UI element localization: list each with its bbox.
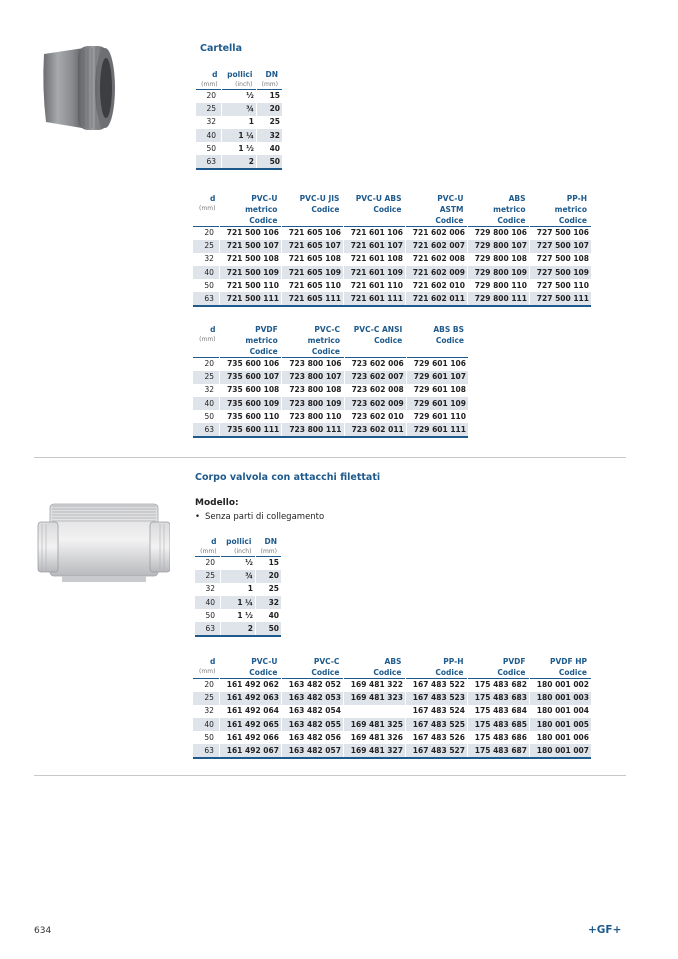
table-cell: 50 (256, 155, 282, 168)
table-cell: 729 800 111 (467, 292, 529, 305)
model-bullet: • Senza parti di collegamento (195, 512, 324, 522)
table-cell: 723 602 009 (344, 397, 406, 410)
column-header: PVC-U ABS Codice (355, 194, 402, 214)
table-cell: 729 601 106 (406, 358, 468, 371)
table-cell: 735 600 107 (220, 371, 282, 384)
column-header: pollici (inch) (227, 70, 253, 88)
table-row (196, 116, 282, 129)
table-cell: 161 492 062 (219, 679, 281, 692)
table-row (196, 129, 282, 142)
column-header: PVC-U ASTM Codice (435, 194, 464, 225)
column-header: PVDF HP Codice (549, 657, 587, 677)
table-cell: 15 (255, 557, 281, 570)
column-header: PVC-C metrico Codice (307, 325, 341, 356)
table-cell: 32 (204, 254, 214, 264)
column-header: pollici (inch) (226, 537, 252, 555)
table-cell: 721 601 110 (343, 279, 405, 292)
table-cell: 50 (204, 411, 215, 421)
column-header: ABS BS Codice (433, 325, 464, 345)
table-cell: 723 602 006 (344, 358, 406, 371)
table-cell: 1 ¼ (222, 129, 257, 142)
table-cell: 721 602 008 (405, 253, 467, 266)
table-cell: 729 800 107 (467, 240, 529, 253)
table-cell: 723 602 010 (344, 410, 406, 423)
table-cell: 169 481 323 (343, 692, 405, 705)
valve-dimension-table (195, 536, 281, 637)
table-cell: 1 ½ (221, 609, 256, 622)
column-header: PVDF metrico Codice (245, 325, 278, 356)
table-row (195, 609, 281, 622)
table-cell: 721 605 106 (281, 227, 343, 240)
table-cell: 727 500 107 (530, 240, 592, 253)
table-row (193, 292, 591, 305)
table-cell: 167 483 522 (405, 679, 467, 692)
table-cell: 167 483 525 (405, 718, 467, 731)
table-cell: 735 600 109 (220, 397, 282, 410)
table-cell: 175 483 682 (467, 679, 529, 692)
table-cell: 721 605 111 (281, 292, 343, 305)
table-cell: 169 481 326 (343, 731, 405, 744)
column-header: PP-H metrico Codice (554, 194, 587, 225)
table-cell: 175 483 683 (467, 692, 529, 705)
table-cell: 735 600 110 (220, 410, 282, 423)
table-cell: 180 001 007 (530, 744, 592, 757)
table-cell: 723 800 110 (282, 410, 344, 423)
table-cell: 25 (205, 571, 216, 581)
table-cell: 163 482 054 (281, 705, 343, 718)
cartella-codes-table-1 (193, 193, 591, 307)
cartella-product-image (38, 40, 118, 136)
table-cell: 63 (204, 293, 214, 303)
table-cell: 2 (221, 622, 256, 635)
table-cell: 180 001 006 (530, 731, 592, 744)
table-row (193, 423, 468, 436)
model-label: Modello: (195, 498, 239, 508)
table-cell: 180 001 002 (530, 679, 592, 692)
table-cell: 729 601 111 (406, 423, 468, 436)
section-divider-bottom (34, 775, 626, 776)
table-cell: 40 (206, 130, 217, 140)
table-cell: 175 483 686 (467, 731, 529, 744)
table-row (196, 103, 282, 116)
table-row (193, 718, 591, 731)
section-title-cartella: Cartella (200, 43, 242, 54)
table-cell: 729 800 109 (467, 266, 529, 279)
table-cell: 163 482 053 (281, 692, 343, 705)
table-cell: 163 482 057 (281, 744, 343, 757)
table-cell: 727 500 108 (530, 253, 592, 266)
table-row (193, 358, 468, 371)
table-cell: 727 500 106 (530, 227, 592, 240)
table-cell: 167 483 526 (405, 731, 467, 744)
table-row (193, 253, 591, 266)
table-cell: 727 500 110 (530, 279, 592, 292)
table-cell: 40 (205, 597, 216, 607)
table-cell: 32 (255, 596, 281, 609)
table-row (195, 570, 281, 583)
table-row (193, 279, 591, 292)
table-cell: 721 500 106 (219, 227, 281, 240)
table-cell: 15 (256, 90, 282, 103)
column-header: PVC-U Codice (249, 657, 278, 677)
cartella-dimension-table (196, 69, 282, 170)
table-cell: 163 482 052 (281, 679, 343, 692)
table-cell: 40 (204, 398, 215, 408)
table-cell: 723 800 108 (282, 384, 344, 397)
table-cell: 63 (204, 424, 215, 434)
column-header: ABS metrico Codice (493, 194, 526, 225)
table-cell: 175 483 687 (467, 744, 529, 757)
table-cell: 729 601 110 (406, 410, 468, 423)
table-row (193, 384, 468, 397)
table-row (193, 227, 591, 240)
column-header: PP-H Codice (435, 657, 464, 677)
table-cell: 32 (205, 584, 216, 594)
table-cell: 721 500 110 (219, 279, 281, 292)
table-cell: 723 602 007 (344, 371, 406, 384)
table-cell: 63 (206, 156, 217, 166)
table-row (196, 155, 282, 168)
table-row (193, 397, 468, 410)
table-cell: ½ (221, 557, 256, 570)
table-cell: 169 481 322 (343, 679, 405, 692)
table-cell: 32 (256, 129, 282, 142)
table-cell: 1 ¼ (221, 596, 256, 609)
table-cell: 727 500 111 (530, 292, 592, 305)
table-row (193, 371, 468, 384)
table-cell: 20 (204, 228, 214, 238)
table-row (195, 596, 281, 609)
table-cell: 20 (255, 570, 281, 583)
column-header: d (mm) (200, 537, 217, 555)
table-cell: 20 (205, 558, 216, 568)
table-cell: 723 602 008 (344, 384, 406, 397)
table-row (193, 240, 591, 253)
column-header: PVC-U metrico Codice (245, 194, 278, 225)
table-cell: 25 (204, 372, 215, 382)
table-cell: 721 602 006 (405, 227, 467, 240)
table-cell: 175 483 685 (467, 718, 529, 731)
column-header: d (mm) (201, 70, 218, 88)
table-cell: 161 492 064 (219, 705, 281, 718)
table-cell: ¾ (221, 570, 256, 583)
table-cell: 723 800 111 (282, 423, 344, 436)
table-row (195, 583, 281, 596)
cartella-codes-table-2 (193, 324, 468, 438)
table-cell: 729 601 108 (406, 384, 468, 397)
table-cell: 729 800 106 (467, 227, 529, 240)
table-cell: 721 605 107 (281, 240, 343, 253)
table-cell: 40 (255, 609, 281, 622)
table-row (193, 692, 591, 705)
table-cell: 721 601 107 (343, 240, 405, 253)
table-cell: 721 602 011 (405, 292, 467, 305)
table-cell: 32 (204, 706, 214, 716)
table-row (193, 705, 591, 718)
column-header: PVC-U JIS Codice (299, 194, 340, 214)
table-cell: 723 800 107 (282, 371, 344, 384)
table-cell: 180 001 005 (530, 718, 592, 731)
table-cell: ¾ (222, 103, 257, 116)
table-cell: 20 (204, 359, 215, 369)
table-row (193, 731, 591, 744)
table-cell: 50 (205, 610, 216, 620)
table-cell: 727 500 109 (530, 266, 592, 279)
table-cell: 161 492 066 (219, 731, 281, 744)
table-cell: 40 (204, 719, 214, 729)
table-row (193, 744, 591, 757)
table-cell: 167 483 527 (405, 744, 467, 757)
table-cell: 169 481 325 (343, 718, 405, 731)
table-cell: 721 500 107 (219, 240, 281, 253)
table-cell (343, 705, 405, 718)
gf-logo: +GF+ (588, 924, 622, 936)
table-cell: 25 (256, 116, 282, 129)
table-cell: 32 (206, 117, 217, 127)
table-cell: 25 (204, 241, 214, 251)
table-cell: 167 483 524 (405, 705, 467, 718)
table-cell: 721 602 009 (405, 266, 467, 279)
table-cell: 63 (204, 745, 214, 755)
table-cell: 721 602 010 (405, 279, 467, 292)
table-cell: 161 492 065 (219, 718, 281, 731)
table-cell: 163 482 056 (281, 731, 343, 744)
table-cell: 25 (206, 104, 217, 114)
column-header: PVC-C Codice (311, 657, 340, 677)
table-cell: 50 (204, 280, 214, 290)
table-cell: 32 (204, 385, 215, 395)
table-cell: 180 001 003 (530, 692, 592, 705)
table-cell: 721 605 109 (281, 266, 343, 279)
table-cell: 721 605 108 (281, 253, 343, 266)
table-cell: 167 483 523 (405, 692, 467, 705)
table-cell: 25 (255, 583, 281, 596)
table-cell: 729 800 110 (467, 279, 529, 292)
table-row (196, 90, 282, 103)
valve-codes-table (193, 656, 591, 759)
table-cell: 1 ½ (222, 142, 257, 155)
table-cell: 20 (204, 680, 214, 690)
table-cell: 40 (204, 267, 214, 277)
column-header: ABS Codice (373, 657, 402, 677)
table-cell: 2 (222, 155, 257, 168)
table-cell: 729 800 108 (467, 253, 529, 266)
table-cell: 20 (206, 91, 217, 101)
table-cell: 721 500 109 (219, 266, 281, 279)
table-cell: 161 492 063 (219, 692, 281, 705)
table-cell: 721 500 108 (219, 253, 281, 266)
table-cell: 180 001 004 (530, 705, 592, 718)
table-cell: ½ (222, 90, 257, 103)
table-cell: 729 601 109 (406, 397, 468, 410)
column-header: DN (mm) (261, 70, 278, 88)
column-header: d (mm) (199, 325, 216, 343)
column-header: DN (mm) (260, 537, 277, 555)
table-cell: 169 481 327 (343, 744, 405, 757)
table-row (193, 679, 591, 692)
table-cell: 20 (256, 103, 282, 116)
table-cell: 723 602 011 (344, 423, 406, 436)
table-cell: 721 500 111 (219, 292, 281, 305)
section-title-valve-body: Corpo valvola con attacchi filettati (195, 472, 381, 483)
table-cell: 729 601 107 (406, 371, 468, 384)
table-cell: 50 (206, 143, 217, 153)
table-cell: 50 (204, 732, 214, 742)
table-row (196, 142, 282, 155)
page-number: 634 (34, 926, 52, 936)
table-cell: 50 (255, 622, 281, 635)
table-cell: 25 (204, 693, 214, 703)
column-header: d (mm) (199, 657, 216, 675)
table-cell: 40 (256, 142, 282, 155)
table-cell: 735 600 106 (220, 358, 282, 371)
table-cell: 735 600 108 (220, 384, 282, 397)
table-cell: 161 492 067 (219, 744, 281, 757)
table-cell: 63 (205, 623, 216, 633)
column-header: d (mm) (199, 194, 216, 212)
table-cell: 175 483 684 (467, 705, 529, 718)
table-cell: 721 601 111 (343, 292, 405, 305)
column-header: PVDF Codice (497, 657, 526, 677)
table-cell: 1 (222, 116, 257, 129)
table-row (195, 557, 281, 570)
table-cell: 721 602 007 (405, 240, 467, 253)
valve-body-product-image (36, 496, 170, 588)
table-cell: 721 605 110 (281, 279, 343, 292)
table-row (195, 622, 281, 635)
table-row (193, 266, 591, 279)
table-cell: 723 800 106 (282, 358, 344, 371)
table-cell: 721 601 109 (343, 266, 405, 279)
table-cell: 721 601 106 (343, 227, 405, 240)
section-divider (34, 457, 626, 458)
table-cell: 735 600 111 (220, 423, 282, 436)
table-cell: 721 601 108 (343, 253, 405, 266)
column-header: PVC-C ANSI Codice (353, 325, 403, 345)
table-cell: 1 (221, 583, 256, 596)
table-cell: 163 482 055 (281, 718, 343, 731)
table-cell: 723 800 109 (282, 397, 344, 410)
table-row (193, 410, 468, 423)
